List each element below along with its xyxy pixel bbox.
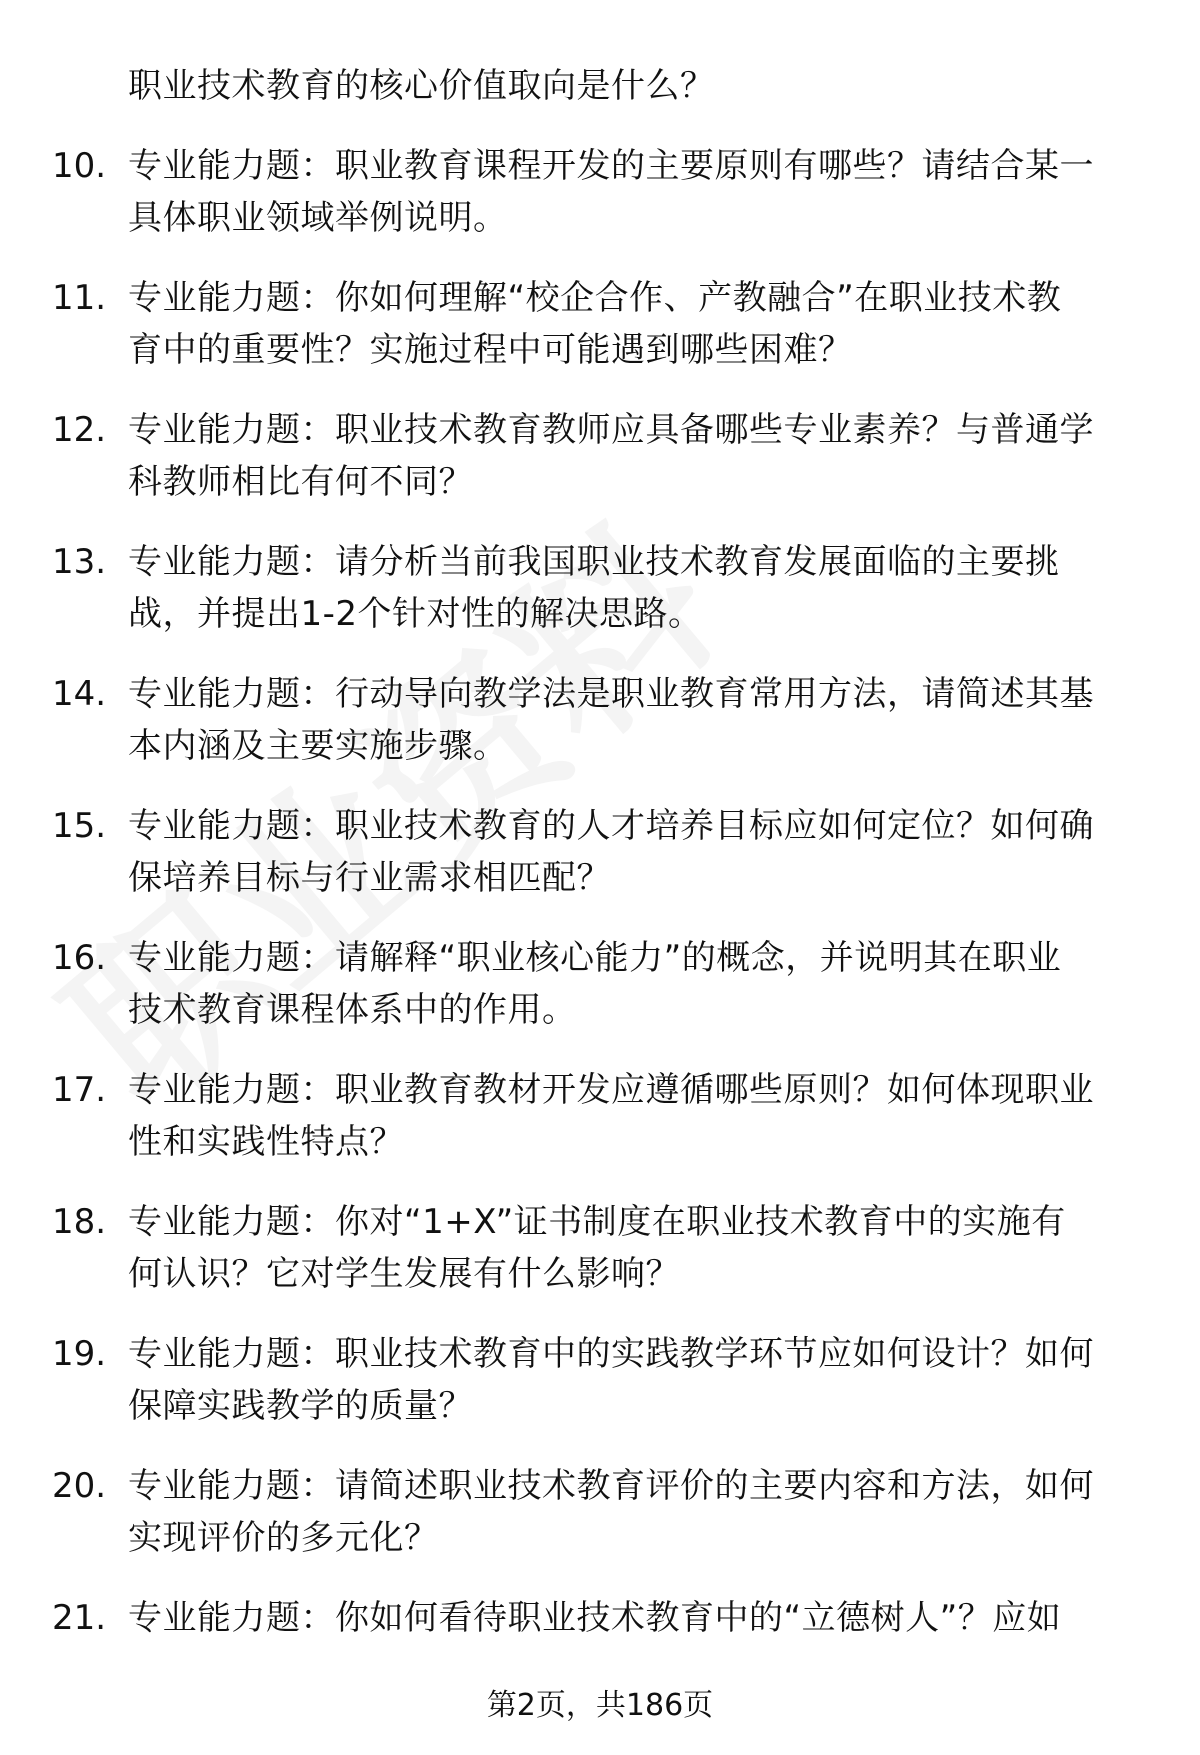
question-text — [128, 1064, 1148, 1168]
question-item — [0, 536, 1200, 668]
question-text — [128, 140, 1148, 244]
question-number: 14. — [52, 674, 107, 714]
continued-question-text: 职业技术教育的核心价值取向是什么？ — [128, 66, 715, 106]
question-text — [128, 404, 1148, 508]
question-line: 专业能力题：职业技术教育中的实践教学环节应如何设计？如何 — [128, 1334, 1094, 1374]
question-line: 保培养目标与行业需求相匹配？ — [128, 858, 611, 898]
question-line: 专业能力题：职业教育课程开发的主要原则有哪些？请结合某一 — [128, 146, 1094, 186]
question-item — [0, 1460, 1200, 1592]
question-number: 16. — [52, 938, 107, 978]
question-number: 11. — [52, 278, 107, 318]
question-line: 专业能力题：职业技术教育的人才培养目标应如何定位？如何确 — [128, 806, 1094, 846]
question-line: 何认识？它对学生发展有什么影响？ — [128, 1254, 680, 1294]
question-line: 战，并提出1-2个针对性的解决思路。 — [128, 594, 703, 634]
question-text — [128, 1592, 1148, 1644]
question-line: 专业能力题：你如何理解“校企合作、产教融合”在职业技术教 — [128, 278, 1062, 318]
question-line: 专业能力题：你对“1+X”证书制度在职业技术教育中的实施有 — [128, 1202, 1066, 1242]
question-line: 性和实践性特点？ — [128, 1122, 404, 1162]
question-number: 15. — [52, 806, 107, 846]
question-item — [0, 140, 1200, 272]
question-text — [128, 272, 1148, 376]
question-item — [0, 800, 1200, 932]
question-text — [128, 668, 1148, 772]
question-text — [128, 1328, 1148, 1432]
question-number: 10. — [52, 146, 107, 186]
question-text — [128, 1460, 1148, 1564]
question-line: 本内涵及主要实施步骤。 — [128, 726, 508, 766]
question-line: 实现评价的多元化？ — [128, 1518, 439, 1558]
question-line: 专业能力题：你如何看待职业技术教育中的“立德树人”？应如 — [128, 1598, 1062, 1638]
question-text — [128, 536, 1148, 640]
question-line: 专业能力题：行动导向教学法是职业教育常用方法，请简述其基 — [128, 674, 1094, 714]
question-item — [0, 668, 1200, 800]
question-number: 19. — [52, 1334, 107, 1374]
question-list — [0, 140, 1200, 1724]
question-line: 专业能力题：请简述职业技术教育评价的主要内容和方法，如何 — [128, 1466, 1094, 1506]
page-footer: 第2页，共186页 — [486, 1688, 714, 1723]
question-text — [128, 932, 1148, 1036]
question-line: 技术教育课程体系中的作用。 — [128, 990, 577, 1030]
question-number: 18. — [52, 1202, 107, 1242]
question-number: 21. — [52, 1598, 107, 1638]
question-line: 育中的重要性？实施过程中可能遇到哪些困难？ — [128, 330, 853, 370]
question-line: 专业能力题：职业技术教育教师应具备哪些专业素养？与普通学 — [128, 410, 1094, 450]
question-item — [0, 272, 1200, 404]
question-text — [128, 1196, 1148, 1300]
question-line: 具体职业领域举例说明。 — [128, 198, 508, 238]
question-line: 专业能力题：请解释“职业核心能力”的概念，并说明其在职业 — [128, 938, 1062, 978]
question-line: 保障实践教学的质量？ — [128, 1386, 473, 1426]
question-line: 科教师相比有何不同？ — [128, 462, 473, 502]
question-line: 专业能力题：职业教育教材开发应遵循哪些原则？如何体现职业 — [128, 1070, 1094, 1110]
question-number: 12. — [52, 410, 107, 450]
question-item — [0, 1328, 1200, 1460]
question-item — [0, 404, 1200, 536]
question-text — [128, 800, 1148, 904]
question-line: 专业能力题：请分析当前我国职业技术教育发展面临的主要挑 — [128, 542, 1060, 582]
question-number: 17. — [52, 1070, 107, 1110]
question-item — [0, 1196, 1200, 1328]
question-item — [0, 1064, 1200, 1196]
question-number: 20. — [52, 1466, 107, 1506]
question-item — [0, 932, 1200, 1064]
question-number: 13. — [52, 542, 107, 582]
